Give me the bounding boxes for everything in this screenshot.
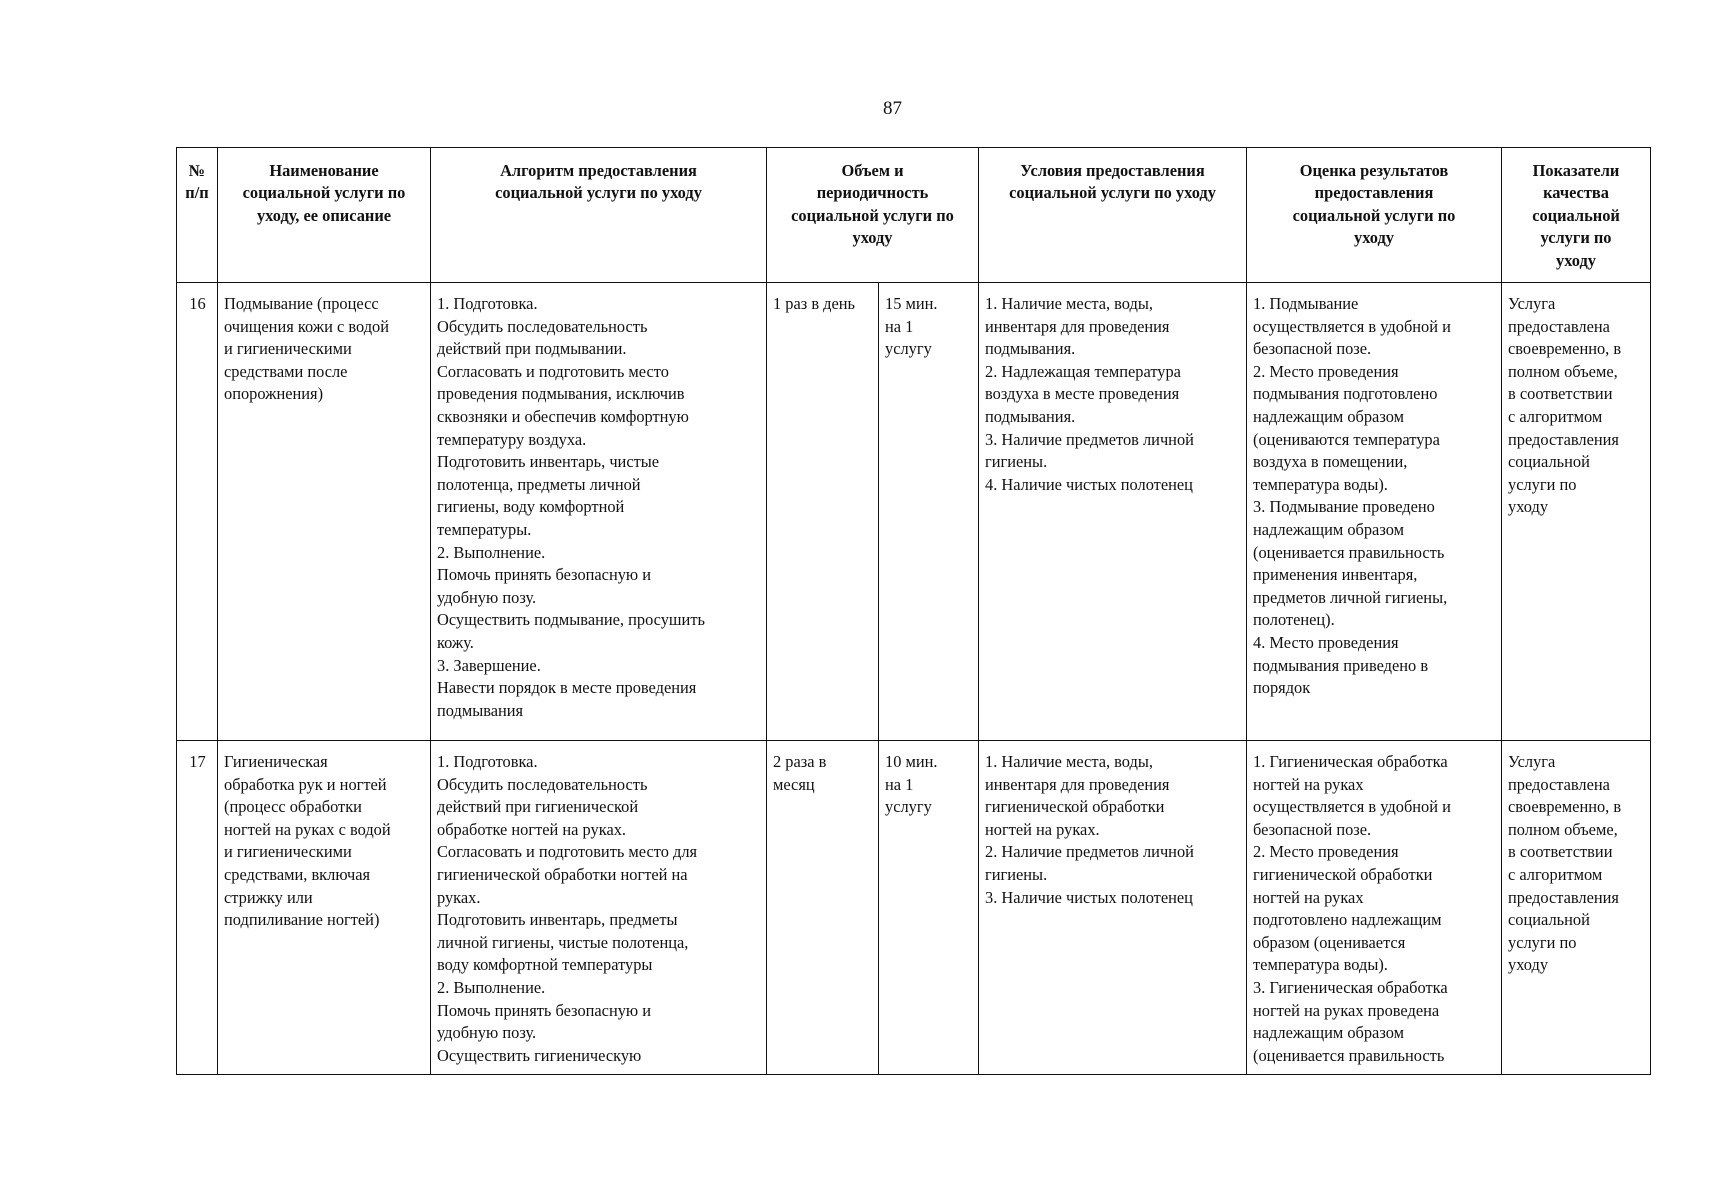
text-line: в соответствии [1508, 842, 1613, 862]
text-line: надлежащим образом [1253, 519, 1404, 539]
text-line: гигиены, воду комфортной [437, 497, 625, 517]
text-line: социальной [1532, 205, 1620, 225]
text-line: средствами после [224, 361, 348, 381]
text-line: Объем и [841, 161, 904, 180]
text-line: 1. Подмывание [1253, 294, 1359, 313]
text-line: полном объеме, [1508, 819, 1618, 839]
table-header-row [177, 148, 1651, 283]
text-line: предоставления [1314, 183, 1434, 203]
duration-cell [879, 283, 979, 741]
text-line: надлежащим образом [1253, 1023, 1404, 1043]
table-row [177, 741, 1651, 1075]
text-line: гигиенической обработки [985, 797, 1165, 817]
text-line: температуры. [437, 519, 532, 539]
text-line: гигиены. [985, 452, 1048, 472]
text-line: Услуга [1508, 752, 1556, 771]
text-line: (оценивается правильность [1253, 542, 1445, 562]
text-line: Условия предоставления [1020, 161, 1205, 180]
text-line: Обсудить последовательность [437, 774, 648, 794]
text-line: 2. Выполнение. [437, 977, 546, 997]
text-line: Услуга [1508, 294, 1556, 313]
text-line: воздуха в помещении, [1253, 452, 1408, 472]
text-line: образом (оценивается [1253, 932, 1406, 952]
text-line: социальной услуги по [791, 205, 954, 225]
header-conditions [979, 148, 1247, 283]
evaluation-cell [1247, 283, 1502, 741]
text-line: полотенца, предметы личной [437, 474, 641, 494]
algorithm-cell [431, 283, 767, 741]
text-line: обработке ногтей на руках. [437, 819, 627, 839]
text-line: своевременно, в [1508, 339, 1622, 359]
text-line: проведения подмывания, исключив [437, 384, 685, 404]
text-line: с алгоритмом [1508, 406, 1603, 426]
text-line: предметов личной гигиены, [1253, 587, 1448, 607]
text-line: п/п [185, 183, 209, 203]
text-line: очищения кожи с водой [224, 316, 390, 336]
page-number: 87 [883, 98, 902, 119]
text-line: предоставлена [1508, 316, 1610, 336]
text-line: ногтей на руках [1253, 774, 1364, 794]
header-name [218, 148, 431, 283]
text-line: применения инвентаря, [1253, 565, 1418, 585]
text-line: подготовлено надлежащим [1253, 910, 1442, 930]
text-line: уходу [1508, 955, 1549, 975]
text-line: средствами, включая [224, 864, 371, 884]
text-line: своевременно, в [1508, 797, 1622, 817]
text-line: месяц [773, 774, 815, 794]
text-line: 2. Место проведения [1253, 842, 1399, 862]
text-line: уходу [1556, 250, 1596, 270]
text-line: Помочь принять безопасную и [437, 1000, 652, 1020]
text-line: социальной [1508, 452, 1590, 472]
text-line: предоставлена [1508, 774, 1610, 794]
text-line: стрижку или [224, 887, 313, 907]
text-line: 2. Выполнение. [437, 542, 546, 562]
text-line: ногтей на руках с водой [224, 819, 391, 839]
text-line: Навести порядок в месте проведения [437, 678, 697, 698]
evaluation-cell [1247, 741, 1502, 1075]
text-line: безопасной позе. [1253, 819, 1372, 839]
text-line: уходу [852, 228, 893, 248]
text-line: опорожнения) [224, 384, 324, 404]
header-evaluation [1247, 148, 1502, 283]
text-line: 3. Наличие чистых полотенец [985, 887, 1193, 907]
text-line: удобную позу. [437, 1023, 537, 1043]
text-line: 15 мин. [885, 294, 938, 313]
service-name-cell [218, 741, 431, 1075]
header-quality [1502, 148, 1651, 283]
text-line: уходу [1354, 228, 1394, 248]
header-num [177, 148, 218, 283]
text-line: 4. Наличие чистых полотенец [985, 474, 1193, 494]
text-line: Алгоритм предоставления [500, 161, 697, 180]
text-line: социальной услуги по [1292, 205, 1456, 225]
text-line: в соответствии [1508, 384, 1613, 404]
text-line: гигиенической обработки [1253, 864, 1433, 884]
text-line: услугу [885, 797, 932, 817]
text-line: услуги по [1508, 932, 1577, 952]
text-line: сквозняки и обеспечив комфортную [437, 406, 689, 426]
text-line: на 1 [885, 316, 914, 336]
text-line: качества [1543, 183, 1609, 203]
text-line: Оценка результатов [1299, 161, 1449, 180]
text-line: 3. Завершение. [437, 655, 541, 675]
text-line: Подготовить инвентарь, чистые [437, 452, 660, 472]
text-line: социальной услуги по уходу [495, 183, 702, 203]
text-line: гигиенической обработки ногтей на [437, 864, 688, 884]
text-line: инвентаря для проведения [985, 316, 1170, 336]
text-line: Согласовать и подготовить место [437, 361, 669, 381]
text-line: уходу [1508, 497, 1549, 517]
text-line: полном объеме, [1508, 361, 1618, 381]
text-line: 4. Место проведения [1253, 632, 1399, 652]
text-line: социальной услуги по [242, 183, 406, 203]
algorithm-cell [431, 741, 767, 1075]
text-line: безопасной позе. [1253, 339, 1372, 359]
conditions-cell [979, 283, 1247, 741]
text-line: действий при подмывании. [437, 339, 627, 359]
header-volume [767, 148, 979, 283]
text-line: инвентаря для проведения [985, 774, 1170, 794]
text-line: социальной [1508, 910, 1590, 930]
text-line: порядок [1253, 678, 1311, 698]
text-line: руках. [437, 887, 481, 907]
text-line: 3. Наличие предметов личной [985, 429, 1194, 449]
text-line: 1. Наличие места, воды, [985, 294, 1153, 313]
text-line: действий при гигиенической [437, 797, 639, 817]
text-line: и гигиеническими [224, 842, 352, 862]
text-line: Обсудить последовательность [437, 316, 648, 336]
text-line: кожу. [437, 632, 474, 652]
text-line: осуществляется в удобной и [1253, 797, 1451, 817]
row-number: 16 [177, 283, 218, 741]
text-line: 1. Гигиеническая обработка [1253, 752, 1448, 771]
text-line: 1. Подготовка. [437, 752, 538, 771]
frequency-cell [767, 741, 879, 1075]
quality-cell [1502, 283, 1651, 741]
duration-cell [879, 741, 979, 1075]
text-line: надлежащим образом [1253, 406, 1404, 426]
text-line: и гигиеническими [224, 339, 352, 359]
text-line: подмывания. [985, 406, 1076, 426]
text-line: 2. Место проведения [1253, 361, 1399, 381]
text-line: 1. Подготовка. [437, 294, 538, 313]
text-line: 1. Наличие места, воды, [985, 752, 1153, 771]
text-line: Наименование [269, 161, 379, 180]
text-line: подпиливание ногтей) [224, 910, 380, 930]
text-line: подмывания подготовлено [1253, 384, 1438, 404]
text-line: подмывания [437, 700, 524, 720]
text-line: Помочь принять безопасную и [437, 565, 652, 585]
text-line: периодичность [816, 183, 929, 203]
text-line: воздуха в месте проведения [985, 384, 1180, 404]
text-line: 1 раз в день [773, 294, 856, 313]
text-line: социальной услуги по уходу [1009, 183, 1216, 203]
table-row [177, 283, 1651, 741]
header-algorithm [431, 148, 767, 283]
text-line: температура воды). [1253, 474, 1388, 494]
text-line: на 1 [885, 774, 914, 794]
text-line: 3. Подмывание проведено [1253, 497, 1435, 517]
text-line: гигиены. [985, 864, 1048, 884]
text-line: 10 мин. [885, 752, 938, 771]
text-line: (оцениваются температура [1253, 429, 1440, 449]
text-line: услуги по [1508, 474, 1577, 494]
text-line: уходу, ее описание [256, 205, 392, 225]
text-line: полотенец). [1253, 610, 1335, 630]
text-line: услугу [885, 339, 932, 359]
text-line: 3. Гигиеническая обработка [1253, 977, 1448, 997]
social-services-table [176, 147, 1651, 1075]
text-line: 2. Наличие предметов личной [985, 842, 1194, 862]
text-line: 2 раза в [773, 752, 827, 771]
text-line: температура воды). [1253, 955, 1388, 975]
text-line: ногтей на руках [1253, 887, 1364, 907]
text-line: удобную позу. [437, 587, 537, 607]
conditions-cell [979, 741, 1247, 1075]
text-line: подмывания. [985, 339, 1076, 359]
text-line: с алгоритмом [1508, 864, 1603, 884]
quality-cell [1502, 741, 1651, 1075]
text-line: ногтей на руках. [985, 819, 1100, 839]
text-line: (оценивается правильность [1253, 1045, 1445, 1065]
text-line: Подготовить инвентарь, предметы [437, 910, 678, 930]
row-number: 17 [177, 741, 218, 1075]
text-line: Осуществить гигиеническую [437, 1045, 642, 1065]
text-line: Показатели [1532, 161, 1620, 180]
text-line: Подмывание (процесс [224, 294, 379, 313]
text-line: Осуществить подмывание, просушить [437, 610, 705, 630]
frequency-cell [767, 283, 879, 741]
text-line: 2. Надлежащая температура [985, 361, 1181, 381]
text-line: Гигиеническая [224, 752, 328, 771]
text-line: предоставления [1508, 887, 1619, 907]
text-line: Согласовать и подготовить место для [437, 842, 698, 862]
text-line: № [188, 161, 206, 180]
text-line: температуру воздуха. [437, 429, 587, 449]
text-line: воду комфортной температуры [437, 955, 653, 975]
text-line: (процесс обработки [224, 797, 362, 817]
text-line: обработка рук и ногтей [224, 774, 387, 794]
text-line: ногтей на руках проведена [1253, 1000, 1440, 1020]
text-line: услуги по [1540, 228, 1612, 248]
text-line: осуществляется в удобной и [1253, 316, 1451, 336]
text-line: предоставления [1508, 429, 1619, 449]
text-line: подмывания приведено в [1253, 655, 1429, 675]
text-line: личной гигиены, чистые полотенца, [437, 932, 689, 952]
service-name-cell [218, 283, 431, 741]
